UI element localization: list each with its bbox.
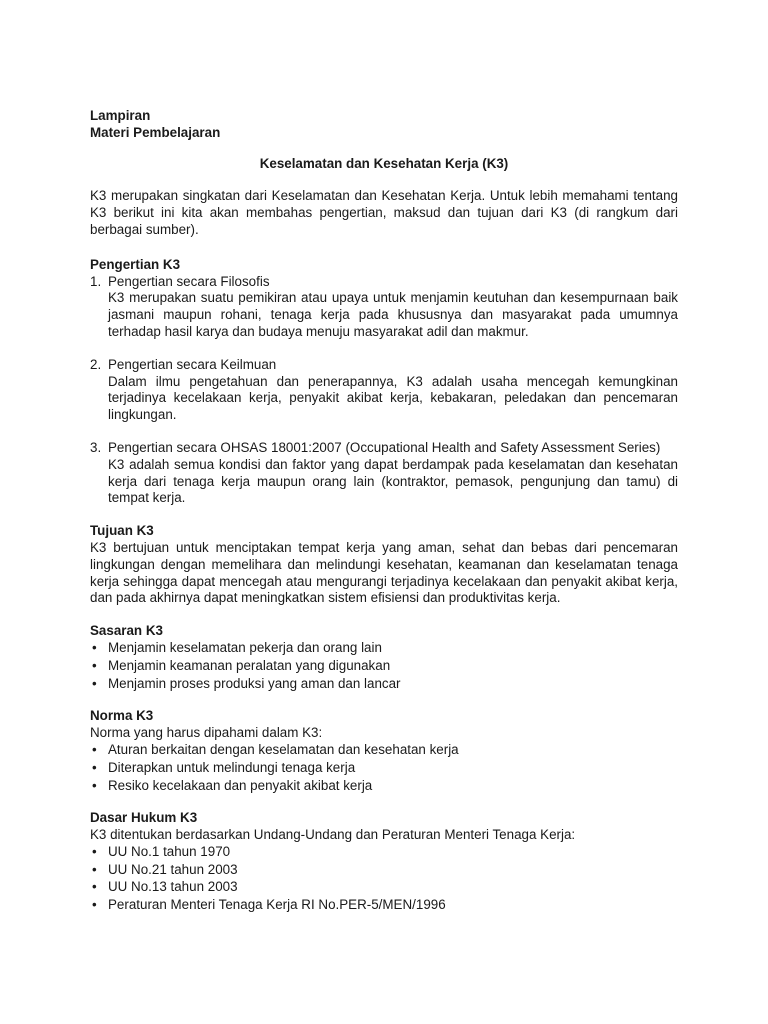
bullet-icon: •: [92, 897, 97, 913]
sasaran-list: [90, 640, 678, 692]
dasar-list: [90, 844, 678, 914]
list-item-heading: Pengertian secara Filosofis: [108, 273, 270, 289]
list-item-text: Menjamin keselamatan pekerja dan orang lain: [108, 639, 382, 655]
list-item-heading: Pengertian secara OHSAS 18001:2007 (Occupational Health and Safety Assessment Series): [108, 439, 661, 455]
bullet-icon: •: [92, 741, 97, 757]
bullet-icon: •: [92, 675, 97, 691]
list-item-body: K3 adalah semua kondisi dan faktor yang dapat berdampak pada keselamatan dan kesehatan kerja dari tenaga kerja maupun orang lain (kontraktor, pemasok, pengunjung dan tamu) di tempat kerja.: [108, 456, 678, 506]
bullet-icon: •: [92, 759, 97, 775]
list-item: [90, 862, 678, 879]
list-item-text: Menjamin keamanan peralatan yang digunakan: [108, 657, 391, 673]
bullet-icon: •: [92, 777, 97, 793]
list-item: [90, 658, 678, 675]
section-title-norma: Norma K3: [90, 708, 154, 724]
bullet-icon: •: [92, 657, 97, 673]
section-title-dasar-hukum: Dasar Hukum K3: [90, 810, 198, 826]
section-dasar-hukum: [90, 810, 678, 914]
intro-paragraph: K3 merupakan singkatan dari Keselamatan dan Kesehatan Kerja. Untuk lebih memahami tentang K3 berikut ini kita akan membahas pengertian, maksud dan tujuan dari K3 (di rangkum dari berbagai sumber).: [90, 188, 678, 237]
list-item: [90, 640, 678, 657]
list-item-text: Diterapkan untuk melindungi tenaga kerja: [108, 759, 356, 775]
section-sasaran: [90, 623, 678, 692]
list-item: [90, 897, 678, 914]
bullet-icon: •: [92, 843, 97, 859]
pengertian-list: [90, 274, 678, 508]
list-number: 2.: [90, 356, 102, 372]
section-pengertian: [90, 257, 678, 507]
list-item: [90, 274, 678, 341]
list-item-heading: Pengertian secara Keilmuan: [108, 356, 277, 372]
section-tujuan: [90, 523, 678, 607]
bullet-icon: •: [92, 639, 97, 655]
norma-list: [90, 742, 678, 794]
bullet-icon: •: [92, 861, 97, 877]
list-item: [90, 357, 678, 424]
list-item: [90, 760, 678, 777]
list-item-text: UU No.13 tahun 2003: [108, 879, 238, 895]
list-item-body: K3 merupakan suatu pemikiran atau upaya untuk menjamin keutuhan dan kesempurnaan baik jasmani maupun rohani, tenaga kerja pada khususnya dan masyarakat pada umumnya terhadap hasil karya dan budaya menuju masyarakat adil dan makmur.: [108, 290, 678, 339]
list-item: [90, 440, 678, 507]
list-number: 3.: [90, 439, 102, 455]
list-item-text: Menjamin proses produksi yang aman dan lancar: [108, 675, 401, 691]
list-item-text: UU No.1 tahun 1970: [108, 843, 231, 859]
dasar-intro: K3 ditentukan berdasarkan Undang-Undang dan Peraturan Menteri Tenaga Kerja:: [90, 827, 576, 843]
list-item: [90, 879, 678, 896]
list-item-body: Dalam ilmu pengetahuan dan penerapannya, K3 adalah usaha mencegah kemungkinan terjadinya kecelakaan kerja, penyakit akibat kerja, kebakaran, peledakan dan pencemaran lingkungan.: [108, 373, 678, 423]
document-title: Keselamatan dan Kesehatan Kerja (K3): [259, 155, 509, 171]
document-page: [90, 108, 678, 930]
section-title-pengertian: Pengertian K3: [90, 256, 181, 272]
list-item: [90, 742, 678, 759]
list-item: [90, 676, 678, 693]
list-item-text: UU No.21 tahun 2003: [108, 861, 238, 877]
section-title-tujuan: Tujuan K3: [90, 523, 154, 539]
list-number: 1.: [90, 273, 102, 289]
list-item: [90, 778, 678, 795]
header-lampiran: Lampiran: [90, 108, 151, 123]
tujuan-paragraph: K3 bertujuan untuk menciptakan tempat kerja yang aman, sehat dan bebas dari pencemaran lingkungan dengan memelihara dan melindungi kesehatan, keamanan dan keselamatan tenaga kerja sehingga dapat mencegah atau mengurangi terjadinya kecelakaan dan penyakit akibat kerja, dan pada akhirnya dapat meningkatkan sistem efisiensi dan produktivitas kerja.: [90, 539, 678, 606]
list-item-text: Resiko kecelakaan dan penyakit akibat kerja: [108, 777, 373, 793]
bullet-icon: •: [92, 879, 97, 895]
list-item-text: Aturan berkaitan dengan keselamatan dan kesehatan kerja: [108, 741, 459, 757]
norma-intro: Norma yang harus dipahami dalam K3:: [90, 725, 323, 741]
section-title-sasaran: Sasaran K3: [90, 623, 163, 639]
header-materi: Materi Pembelajaran: [90, 124, 221, 140]
document-header: [90, 108, 678, 142]
list-item-text: Peraturan Menteri Tenaga Kerja RI No.PER-5/MEN/1996: [108, 897, 446, 913]
section-norma: [90, 708, 678, 794]
list-item: [90, 844, 678, 861]
